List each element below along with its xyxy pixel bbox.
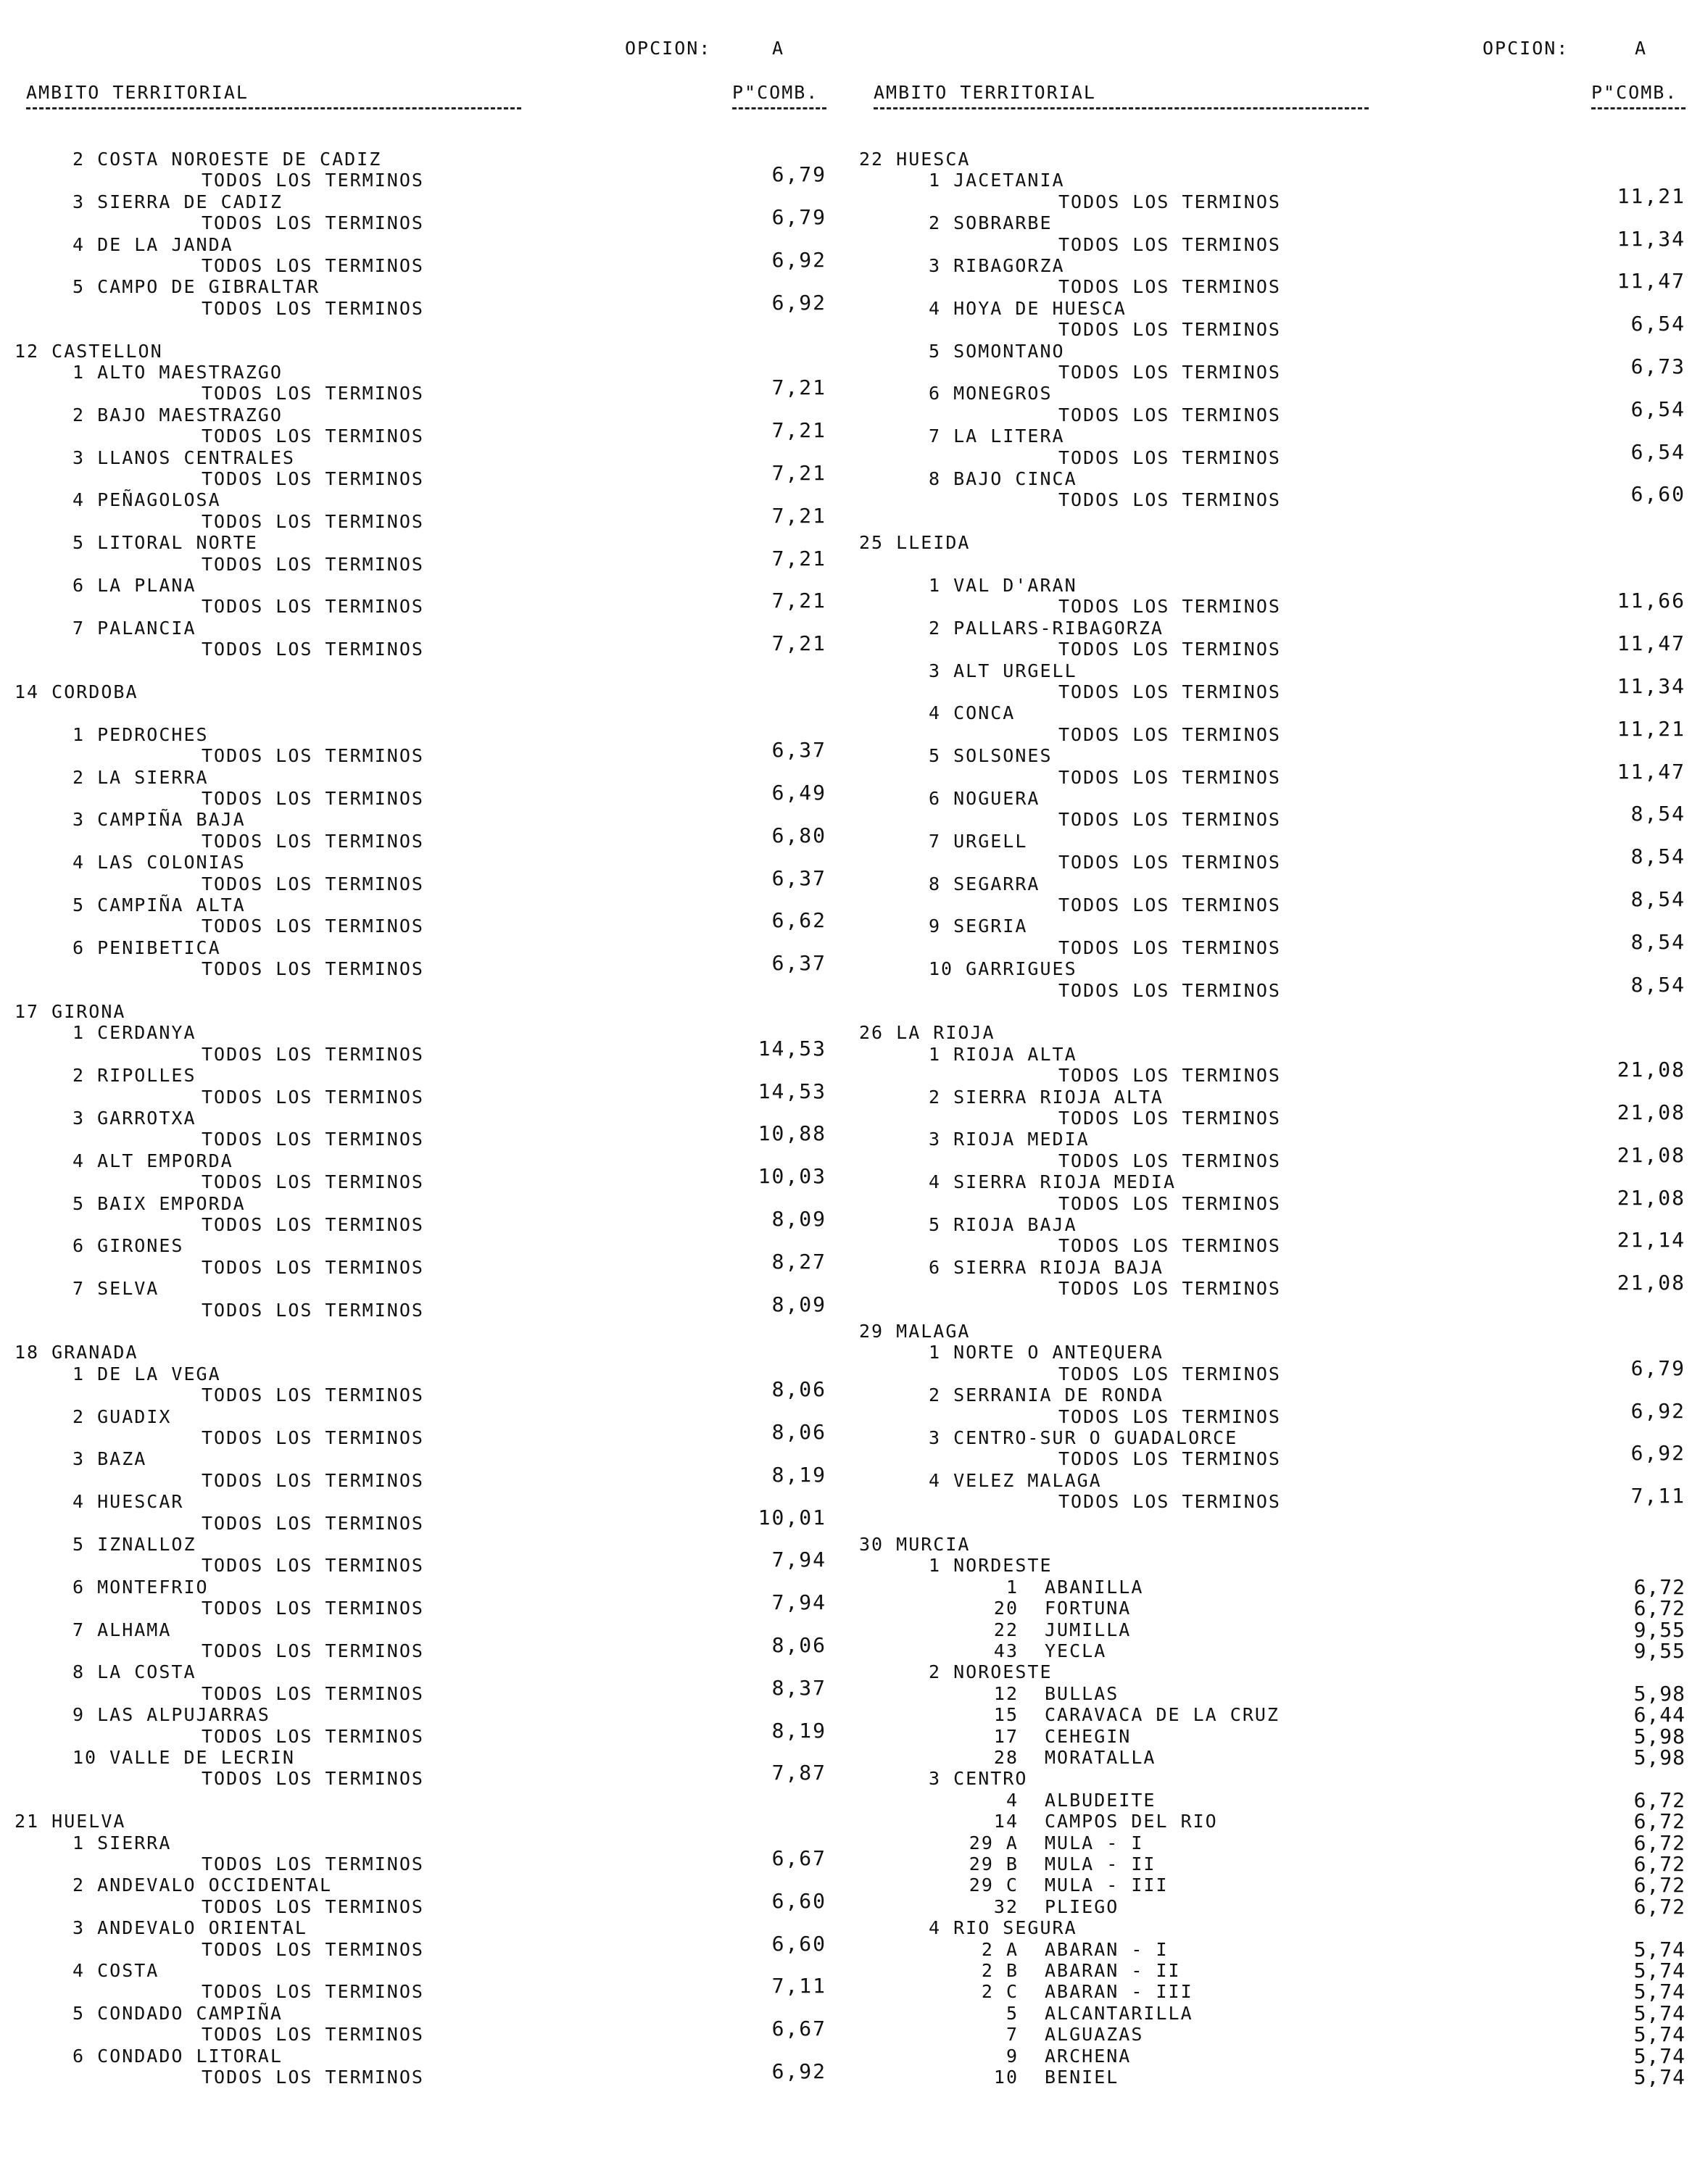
- pcomb-value: 5,74: [1633, 2044, 1686, 2068]
- comarca-name: 3 CENTRO-SUR O GUADALORCE: [929, 1427, 1238, 1448]
- pcomb-value: 21,08: [1617, 1100, 1686, 1124]
- pcomb-value: 8,19: [771, 1463, 826, 1487]
- comarca-name: 2 GUADIX: [72, 1406, 172, 1427]
- opcion-label: OPCION:: [625, 38, 712, 59]
- comarca-name: 5 CAMPO DE GIBRALTAR: [72, 276, 320, 297]
- pcomb-value: 6,44: [1633, 1703, 1686, 1727]
- terminos-label: TODOS LOS TERMINOS: [1058, 1065, 1281, 1086]
- terminos-label: TODOS LOS TERMINOS: [202, 639, 424, 660]
- comarca-name: 4 CONCA: [929, 702, 1016, 723]
- comarca-name: 5 CAMPIÑA ALTA: [72, 894, 246, 915]
- pcomb-value: 7,21: [771, 589, 826, 613]
- pcomb-value: 5,98: [1633, 1745, 1686, 1769]
- comarca-name: 3 SIERRA DE CADIZ: [72, 191, 283, 212]
- municipio-code: 14: [993, 1811, 1019, 1832]
- comarca-name: 3 ALT URGELL: [929, 660, 1077, 681]
- pcomb-value: 10,01: [758, 1506, 826, 1529]
- pcomb-value: 6,79: [1630, 1356, 1686, 1380]
- comarca-name: 4 ALT EMPORDA: [72, 1150, 233, 1171]
- municipio-code: 2 C: [981, 1981, 1019, 2002]
- pcomb-value: 11,66: [1617, 589, 1686, 613]
- municipio-code: 7: [1006, 2024, 1019, 2045]
- comarca-name: 4 SIERRA RIOJA MEDIA: [929, 1171, 1177, 1192]
- right-column: [859, 0, 1700, 2184]
- left-column: [0, 0, 841, 2184]
- comarca-name: 5 IZNALLOZ: [72, 1534, 196, 1555]
- terminos-label: TODOS LOS TERMINOS: [202, 1470, 424, 1491]
- terminos-label: TODOS LOS TERMINOS: [202, 958, 424, 979]
- municipio-code: 2 A: [981, 1939, 1019, 1960]
- municipio-name: MULA - III: [1045, 1874, 1169, 1896]
- terminos-label: TODOS LOS TERMINOS: [202, 1384, 424, 1406]
- pcomb-value: 6,79: [771, 162, 826, 186]
- terminos-label: TODOS LOS TERMINOS: [1058, 1108, 1281, 1129]
- pcomb-value: 9,55: [1633, 1639, 1686, 1663]
- terminos-label: TODOS LOS TERMINOS: [202, 873, 424, 894]
- comarca-name: 5 SOLSONES: [929, 745, 1053, 766]
- municipio-name: ABARAN - III: [1045, 1981, 1193, 2002]
- pcomb-header: P"COMB.: [1591, 82, 1678, 103]
- municipio-name: FORTUNA: [1045, 1598, 1132, 1619]
- terminos-label: TODOS LOS TERMINOS: [1058, 639, 1281, 660]
- terminos-label: TODOS LOS TERMINOS: [1058, 362, 1281, 383]
- terminos-label: TODOS LOS TERMINOS: [1058, 809, 1281, 830]
- pcomb-rule: [1591, 107, 1686, 109]
- pcomb-value: 8,19: [771, 1719, 826, 1743]
- terminos-label: TODOS LOS TERMINOS: [1058, 447, 1281, 468]
- terminos-label: TODOS LOS TERMINOS: [202, 1513, 424, 1534]
- pcomb-value: 11,21: [1617, 184, 1686, 208]
- province-heading: 18 GRANADA: [14, 1342, 138, 1363]
- pcomb-value: 11,21: [1617, 717, 1686, 741]
- pcomb-value: 6,62: [771, 908, 826, 932]
- terminos-label: TODOS LOS TERMINOS: [1058, 489, 1281, 510]
- pcomb-value: 7,21: [771, 461, 826, 485]
- comarca-name: 4 DE LA JANDA: [72, 234, 233, 255]
- comarca-name: 3 GARROTXA: [72, 1108, 196, 1129]
- comarca-name: 5 BAIX EMPORDA: [72, 1193, 246, 1214]
- pcomb-value: 8,54: [1630, 930, 1686, 954]
- pcomb-value: 6,37: [771, 951, 826, 975]
- terminos-label: TODOS LOS TERMINOS: [202, 1427, 424, 1448]
- comarca-name: 7 PALANCIA: [72, 618, 196, 639]
- terminos-label: TODOS LOS TERMINOS: [202, 383, 424, 404]
- pcomb-value: 8,54: [1630, 887, 1686, 911]
- pcomb-value: 6,60: [771, 1932, 826, 1956]
- pcomb-value: 6,72: [1633, 1852, 1686, 1876]
- pcomb-value: 8,09: [771, 1292, 826, 1316]
- comarca-name: 9 SEGRIA: [929, 915, 1028, 937]
- comarca-name: 1 SIERRA: [72, 1832, 172, 1853]
- comarca-name: 2 BAJO MAESTRAZGO: [72, 404, 283, 425]
- comarca-name: 2 COSTA NOROESTE DE CADIZ: [72, 149, 382, 170]
- comarca-name: 4 RIO SEGURA: [929, 1917, 1077, 1938]
- terminos-label: TODOS LOS TERMINOS: [1058, 234, 1281, 255]
- pcomb-value: 11,34: [1617, 227, 1686, 251]
- pcomb-value: 5,74: [1633, 2001, 1686, 2025]
- terminos-label: TODOS LOS TERMINOS: [1058, 852, 1281, 873]
- pcomb-value: 6,92: [771, 291, 826, 315]
- municipio-code: 22: [993, 1619, 1019, 1640]
- terminos-label: TODOS LOS TERMINOS: [202, 1257, 424, 1278]
- municipio-code: 43: [993, 1640, 1019, 1661]
- municipio-name: PLIEGO: [1045, 1896, 1119, 1917]
- terminos-label: TODOS LOS TERMINOS: [202, 788, 424, 809]
- comarca-name: 4 LAS COLONIAS: [72, 852, 246, 873]
- pcomb-value: 7,21: [771, 504, 826, 528]
- terminos-label: TODOS LOS TERMINOS: [1058, 1491, 1281, 1512]
- pcomb-value: 6,72: [1633, 1809, 1686, 1833]
- terminos-label: TODOS LOS TERMINOS: [1058, 724, 1281, 745]
- terminos-label: TODOS LOS TERMINOS: [1058, 319, 1281, 340]
- pcomb-value: 7,21: [771, 418, 826, 442]
- comarca-name: 4 VELEZ MALAGA: [929, 1470, 1102, 1491]
- province-heading: 22 HUESCA: [859, 149, 971, 170]
- pcomb-value: 8,06: [771, 1633, 826, 1657]
- terminos-label: TODOS LOS TERMINOS: [1058, 1235, 1281, 1256]
- comarca-name: 8 LA COSTA: [72, 1661, 196, 1682]
- province-heading: 14 CORDOBA: [14, 681, 138, 702]
- province-heading: 25 LLEIDA: [859, 532, 971, 553]
- terminos-label: TODOS LOS TERMINOS: [202, 1683, 424, 1704]
- comarca-name: 5 CONDADO CAMPIÑA: [72, 2003, 283, 2024]
- terminos-label: TODOS LOS TERMINOS: [202, 1300, 424, 1321]
- terminos-label: TODOS LOS TERMINOS: [202, 1896, 424, 1917]
- municipio-name: ALBUDEITE: [1045, 1790, 1156, 1811]
- municipio-name: YECLA: [1045, 1640, 1107, 1661]
- terminos-label: TODOS LOS TERMINOS: [202, 1853, 424, 1874]
- pcomb-value: 7,87: [771, 1761, 826, 1785]
- pcomb-value: 7,21: [771, 547, 826, 570]
- pcomb-value: 5,74: [1633, 2022, 1686, 2046]
- pcomb-value: 10,88: [758, 1121, 826, 1145]
- comarca-name: 6 CONDADO LITORAL: [72, 2046, 283, 2067]
- comarca-name: 5 RIOJA BAJA: [929, 1214, 1077, 1235]
- pcomb-value: 6,92: [1630, 1399, 1686, 1423]
- comarca-name: 1 NORDESTE: [929, 1555, 1053, 1576]
- terminos-label: TODOS LOS TERMINOS: [1058, 1406, 1281, 1427]
- pcomb-value: 6,67: [771, 2017, 826, 2040]
- comarca-name: 2 ANDEVALO OCCIDENTAL: [72, 1874, 333, 1896]
- municipio-code: 10: [993, 2067, 1019, 2088]
- municipio-code: 32: [993, 1896, 1019, 1917]
- terminos-label: TODOS LOS TERMINOS: [202, 554, 424, 575]
- comarca-name: 8 BAJO CINCA: [929, 468, 1077, 489]
- pcomb-value: 6,72: [1633, 1895, 1686, 1919]
- terminos-label: TODOS LOS TERMINOS: [1058, 894, 1281, 915]
- comarca-name: 6 NOGUERA: [929, 788, 1040, 809]
- municipio-code: 5: [1006, 2003, 1019, 2024]
- municipio-name: ABANILLA: [1045, 1577, 1144, 1598]
- terminos-label: TODOS LOS TERMINOS: [202, 1726, 424, 1747]
- comarca-name: 7 LA LITERA: [929, 425, 1065, 447]
- comarca-name: 2 SOBRARBE: [929, 212, 1053, 233]
- pcomb-value: 9,55: [1633, 1618, 1686, 1642]
- terminos-label: TODOS LOS TERMINOS: [202, 468, 424, 489]
- comarca-name: 7 SELVA: [72, 1278, 159, 1299]
- pcomb-value: 21,14: [1617, 1228, 1686, 1252]
- terminos-label: TODOS LOS TERMINOS: [1058, 1278, 1281, 1299]
- comarca-name: 3 LLANOS CENTRALES: [72, 447, 295, 468]
- pcomb-value: 21,08: [1617, 1186, 1686, 1210]
- province-heading: 12 CASTELLON: [14, 341, 163, 362]
- pcomb-value: 8,27: [771, 1250, 826, 1274]
- terminos-label: TODOS LOS TERMINOS: [1058, 1193, 1281, 1214]
- municipio-name: CEHEGIN: [1045, 1726, 1132, 1747]
- comarca-name: 5 LITORAL NORTE: [72, 532, 258, 553]
- province-heading: 30 MURCIA: [859, 1534, 971, 1555]
- pcomb-value: 11,47: [1617, 631, 1686, 655]
- pcomb-value: 5,98: [1633, 1724, 1686, 1748]
- comarca-name: 2 NOROESTE: [929, 1661, 1053, 1682]
- pcomb-value: 6,60: [1630, 482, 1686, 506]
- terminos-label: TODOS LOS TERMINOS: [202, 1598, 424, 1619]
- terminos-label: TODOS LOS TERMINOS: [202, 831, 424, 852]
- pcomb-value: 6,37: [771, 866, 826, 890]
- province-heading: 26 LA RIOJA: [859, 1022, 995, 1043]
- pcomb-value: 6,72: [1633, 1575, 1686, 1599]
- pcomb-value: 14,53: [758, 1079, 826, 1103]
- terminos-label: TODOS LOS TERMINOS: [1058, 1448, 1281, 1469]
- pcomb-value: 6,72: [1633, 1788, 1686, 1812]
- comarca-name: 1 PEDROCHES: [72, 724, 209, 745]
- comarca-name: 8 SEGARRA: [929, 873, 1040, 894]
- pcomb-value: 6,73: [1630, 354, 1686, 378]
- terminos-label: TODOS LOS TERMINOS: [202, 1555, 424, 1576]
- comarca-name: 1 NORTE O ANTEQUERA: [929, 1342, 1164, 1363]
- comarca-name: 2 RIPOLLES: [72, 1065, 196, 1086]
- terminos-label: TODOS LOS TERMINOS: [202, 596, 424, 617]
- pcomb-value: 6,72: [1633, 1596, 1686, 1620]
- pcomb-header: P"COMB.: [732, 82, 819, 103]
- pcomb-value: 6,37: [771, 738, 826, 762]
- comarca-name: 5 SOMONTANO: [929, 341, 1065, 362]
- terminos-label: TODOS LOS TERMINOS: [1058, 191, 1281, 212]
- pcomb-value: 5,74: [1633, 2065, 1686, 2089]
- comarca-name: 6 LA PLANA: [72, 575, 196, 596]
- comarca-name: 3 ANDEVALO ORIENTAL: [72, 1917, 307, 1938]
- terminos-label: TODOS LOS TERMINOS: [1058, 1150, 1281, 1171]
- terminos-label: TODOS LOS TERMINOS: [202, 915, 424, 937]
- terminos-label: TODOS LOS TERMINOS: [202, 745, 424, 766]
- terminos-label: TODOS LOS TERMINOS: [202, 1171, 424, 1192]
- pcomb-value: 21,08: [1617, 1143, 1686, 1167]
- municipio-code: 12: [993, 1683, 1019, 1704]
- comarca-name: 2 SERRANIA DE RONDA: [929, 1384, 1164, 1406]
- pcomb-value: 6,79: [771, 205, 826, 229]
- pcomb-value: 10,03: [758, 1164, 826, 1188]
- pcomb-rule: [732, 107, 826, 109]
- terminos-label: TODOS LOS TERMINOS: [1058, 404, 1281, 425]
- pcomb-value: 6,54: [1630, 440, 1686, 464]
- terminos-label: TODOS LOS TERMINOS: [1058, 767, 1281, 788]
- pcomb-value: 11,47: [1617, 760, 1686, 784]
- pcomb-value: 7,11: [1630, 1484, 1686, 1508]
- terminos-label: TODOS LOS TERMINOS: [1058, 276, 1281, 297]
- terminos-label: TODOS LOS TERMINOS: [202, 1087, 424, 1108]
- municipio-name: ALCANTARILLA: [1045, 2003, 1193, 2024]
- terminos-label: TODOS LOS TERMINOS: [202, 1640, 424, 1661]
- terminos-label: TODOS LOS TERMINOS: [202, 1981, 424, 2002]
- comarca-name: 6 SIERRA RIOJA BAJA: [929, 1257, 1164, 1278]
- pcomb-value: 5,74: [1633, 1959, 1686, 1982]
- pcomb-value: 8,06: [771, 1377, 826, 1401]
- pcomb-value: 11,47: [1617, 269, 1686, 293]
- comarca-name: 1 CERDANYA: [72, 1022, 196, 1043]
- comarca-name: 2 PALLARS-RIBAGORZA: [929, 618, 1164, 639]
- pcomb-value: 6,67: [771, 1846, 826, 1870]
- municipio-code: 17: [993, 1726, 1019, 1747]
- province-heading: 21 HUELVA: [14, 1811, 126, 1832]
- comarca-name: 3 RIOJA MEDIA: [929, 1129, 1090, 1150]
- pcomb-value: 6,54: [1630, 312, 1686, 336]
- municipio-name: BENIEL: [1045, 2067, 1119, 2088]
- municipio-name: MORATALLA: [1045, 1747, 1156, 1768]
- terminos-label: TODOS LOS TERMINOS: [1058, 980, 1281, 1001]
- opcion-value: A: [772, 38, 785, 59]
- comarca-name: 3 CAMPIÑA BAJA: [72, 809, 246, 830]
- municipio-name: CAMPOS DEL RIO: [1045, 1811, 1218, 1832]
- pcomb-value: 8,06: [771, 1420, 826, 1444]
- municipio-name: ABARAN - I: [1045, 1939, 1169, 1960]
- ambito-territorial-header: AMBITO TERRITORIAL: [26, 82, 249, 103]
- province-heading: 29 MALAGA: [859, 1321, 971, 1342]
- comarca-name: 1 JACETANIA: [929, 170, 1065, 191]
- pcomb-value: 6,54: [1630, 397, 1686, 421]
- pcomb-value: 6,60: [771, 1889, 826, 1913]
- comarca-name: 1 VAL D'ARAN: [929, 575, 1077, 596]
- pcomb-value: 5,98: [1633, 1682, 1686, 1706]
- pcomb-value: 6,72: [1633, 1831, 1686, 1855]
- pcomb-value: 7,21: [771, 375, 826, 399]
- terminos-label: TODOS LOS TERMINOS: [202, 1939, 424, 1960]
- header-rule: [26, 107, 521, 109]
- comarca-name: 6 GIRONES: [72, 1235, 184, 1256]
- terminos-label: TODOS LOS TERMINOS: [202, 2024, 424, 2045]
- municipio-code: 20: [993, 1598, 1019, 1619]
- pcomb-value: 6,92: [771, 2059, 826, 2083]
- comarca-name: 3 CENTRO: [929, 1768, 1028, 1789]
- comarca-name: 2 LA SIERRA: [72, 767, 209, 788]
- pcomb-value: 11,34: [1617, 674, 1686, 698]
- pcomb-value: 21,08: [1617, 1271, 1686, 1295]
- comarca-name: 9 LAS ALPUJARRAS: [72, 1704, 270, 1725]
- comarca-name: 1 ALTO MAESTRAZGO: [72, 362, 283, 383]
- comarca-name: 1 DE LA VEGA: [72, 1363, 221, 1384]
- municipio-name: ABARAN - II: [1045, 1960, 1181, 1981]
- municipio-code: 1: [1006, 1577, 1019, 1598]
- opcion-label: OPCION:: [1483, 38, 1570, 59]
- terminos-label: TODOS LOS TERMINOS: [1058, 681, 1281, 702]
- pcomb-value: 8,54: [1630, 844, 1686, 868]
- pcomb-value: 14,53: [758, 1037, 826, 1060]
- comarca-name: 4 HUESCAR: [72, 1491, 184, 1512]
- municipio-name: ARCHENA: [1045, 2046, 1132, 2067]
- pcomb-value: 8,37: [771, 1676, 826, 1700]
- pcomb-value: 5,74: [1633, 1980, 1686, 2004]
- pcomb-value: 6,49: [771, 781, 826, 805]
- comarca-name: 3 RIBAGORZA: [929, 255, 1065, 276]
- comarca-name: 6 MONTEFRIO: [72, 1577, 209, 1598]
- pcomb-value: 8,09: [771, 1207, 826, 1231]
- header-rule: [874, 107, 1369, 109]
- pcomb-value: 6,80: [771, 823, 826, 847]
- municipio-code: 29 A: [969, 1832, 1019, 1853]
- comarca-name: 4 COSTA: [72, 1960, 159, 1981]
- terminos-label: TODOS LOS TERMINOS: [202, 1044, 424, 1065]
- comarca-name: 10 VALLE DE LECRIN: [72, 1747, 295, 1768]
- terminos-label: TODOS LOS TERMINOS: [202, 1129, 424, 1150]
- pcomb-value: 7,94: [771, 1590, 826, 1614]
- municipio-code: 4: [1006, 1790, 1019, 1811]
- comarca-name: 6 MONEGROS: [929, 383, 1053, 404]
- municipio-code: 15: [993, 1704, 1019, 1725]
- municipio-code: 29 B: [969, 1853, 1019, 1874]
- comarca-name: 10 GARRIGUES: [929, 958, 1077, 979]
- terminos-label: TODOS LOS TERMINOS: [202, 298, 424, 319]
- municipio-name: ALGUAZAS: [1045, 2024, 1144, 2045]
- comarca-name: 4 PEÑAGOLOSA: [72, 489, 221, 510]
- comarca-name: 7 URGELL: [929, 831, 1028, 852]
- comarca-name: 1 RIOJA ALTA: [929, 1044, 1077, 1065]
- terminos-label: TODOS LOS TERMINOS: [1058, 1363, 1281, 1384]
- terminos-label: TODOS LOS TERMINOS: [202, 212, 424, 233]
- pcomb-value: 6,92: [771, 248, 826, 272]
- pcomb-value: 5,74: [1633, 1938, 1686, 1961]
- ambito-territorial-header: AMBITO TERRITORIAL: [874, 82, 1096, 103]
- municipio-name: MULA - I: [1045, 1832, 1144, 1853]
- terminos-label: TODOS LOS TERMINOS: [1058, 937, 1281, 958]
- municipio-code: 28: [993, 1747, 1019, 1768]
- opcion-value: A: [1635, 38, 1648, 59]
- comarca-name: 7 ALHAMA: [72, 1619, 172, 1640]
- terminos-label: TODOS LOS TERMINOS: [202, 2067, 424, 2088]
- pcomb-value: 6,92: [1630, 1441, 1686, 1465]
- pcomb-value: 6,72: [1633, 1873, 1686, 1897]
- municipio-name: CARAVACA DE LA CRUZ: [1045, 1704, 1280, 1725]
- pcomb-value: 7,21: [771, 631, 826, 655]
- municipio-code: 2 B: [981, 1960, 1019, 1981]
- pcomb-value: 8,54: [1630, 802, 1686, 826]
- municipio-name: BULLAS: [1045, 1683, 1119, 1704]
- municipio-code: 29 C: [969, 1874, 1019, 1896]
- terminos-label: TODOS LOS TERMINOS: [202, 425, 424, 447]
- municipio-name: MULA - II: [1045, 1853, 1156, 1874]
- comarca-name: 6 PENIBETICA: [72, 937, 221, 958]
- terminos-label: TODOS LOS TERMINOS: [202, 255, 424, 276]
- terminos-label: TODOS LOS TERMINOS: [202, 511, 424, 532]
- pcomb-value: 21,08: [1617, 1058, 1686, 1081]
- pcomb-value: 7,11: [771, 1974, 826, 1998]
- terminos-label: TODOS LOS TERMINOS: [1058, 596, 1281, 617]
- municipio-name: JUMILLA: [1045, 1619, 1132, 1640]
- terminos-label: TODOS LOS TERMINOS: [202, 170, 424, 191]
- pcomb-value: 7,94: [771, 1548, 826, 1571]
- comarca-name: 2 SIERRA RIOJA ALTA: [929, 1087, 1164, 1108]
- municipio-code: 9: [1006, 2046, 1019, 2067]
- comarca-name: 3 BAZA: [72, 1448, 147, 1469]
- comarca-name: 4 HOYA DE HUESCA: [929, 298, 1127, 319]
- terminos-label: TODOS LOS TERMINOS: [202, 1768, 424, 1789]
- pcomb-value: 8,54: [1630, 973, 1686, 997]
- province-heading: 17 GIRONA: [14, 1001, 126, 1022]
- terminos-label: TODOS LOS TERMINOS: [202, 1214, 424, 1235]
